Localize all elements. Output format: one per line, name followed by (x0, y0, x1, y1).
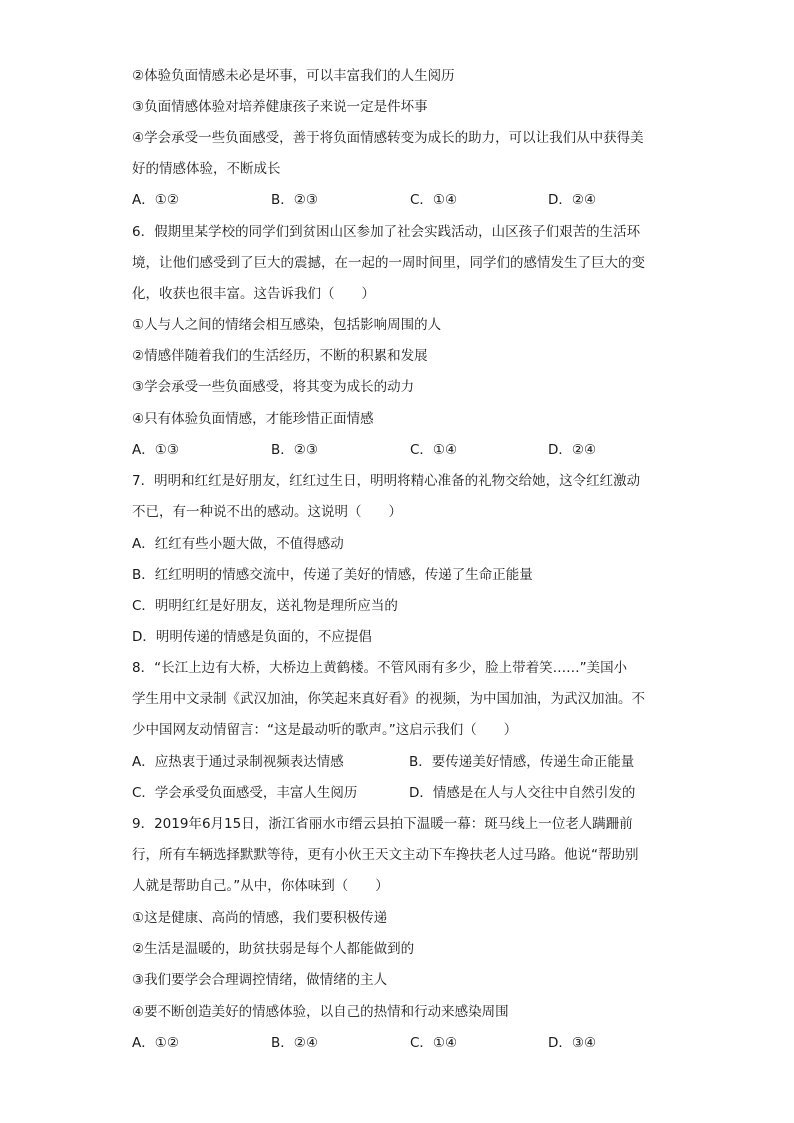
q8-option-a: A．应热衷于通过录制视频表达情感 (132, 754, 344, 770)
q8-option-b: B．要传递美好情感，传递生命正能量 (409, 754, 635, 770)
q9-item-1: ①这是健康、高尚的情感，我们要积极传递 (132, 910, 388, 926)
q8-stem-3: 少中国网友动情留言：“这是最动听的歌声。”这启示我们（ ） (132, 722, 518, 738)
q6-stem-2: 境，让他们感受到了巨大的震撼，在一起的一周时间里，同学们的感情发生了巨大的变 (132, 255, 645, 271)
q6-item-1: ①人与人之间的情绪会相互感染，包括影响周围的人 (132, 317, 442, 333)
q6-item-4: ④只有体验负面情感，才能珍惜正面情感 (132, 411, 374, 427)
q7-stem-2: 不已，有一种说不出的感动。这说明（ ） (132, 504, 402, 520)
q8-options-row-1 (132, 752, 692, 772)
q8-stem-2: 学生用中文录制《武汉加油，你笑起来真好看》的视频，为中国加油，为武汉加油。不 (132, 691, 645, 707)
q6-option-a: A．①③ (132, 442, 179, 458)
q6-option-b: B．②③ (271, 442, 318, 458)
q9-stem-1: 9．2019年6月15日，浙江省丽水市缙云县拍下温暖一幕：斑马线上一位老人蹒跚前 (132, 816, 633, 832)
q9-item-4: ④要不断创造美好的情感体验，以自己的热情和行动来感染周围 (132, 1004, 509, 1020)
q7-stem-1: 7．明明和红红是好朋友，红红过生日，明明将精心准备的礼物交给她，这令红红激动 (132, 473, 641, 489)
q9-item-2: ②生活是温暖的，助贫扶弱是每个人都能做到的 (132, 941, 415, 957)
q8-stem-1: 8．“长江上边有大桥，大桥边上黄鹤楼。不管风雨有多少，脸上带着笑……”美国小 (132, 660, 628, 676)
q6-stem-1: 6．假期里某学校的同学们到贫困山区参加了社会实践活动，山区孩子们艰苦的生活环 (132, 224, 641, 240)
q9-option-d: D．③④ (548, 1035, 597, 1051)
q9-option-a: A．①② (132, 1035, 179, 1051)
q9-option-b: B．②④ (271, 1035, 318, 1051)
q7-option-b: B．红红明明的情感交流中，传递了美好的情感，传递了生命正能量 (132, 567, 533, 583)
q9-option-c: C．①④ (410, 1035, 458, 1051)
q5-item-3: ③负面情感体验对培养健康孩子来说一定是件坏事 (132, 99, 428, 115)
q6-option-d: D．②④ (548, 442, 597, 458)
q7-option-d: D．明明传递的情感是负面的，不应提倡 (132, 629, 372, 645)
q6-item-3: ③学会承受一些负面感受，将其变为成长的动力 (132, 379, 415, 395)
q7-option-c: C．明明红红是好朋友，送礼物是理所应当的 (132, 598, 398, 614)
q8-option-c: C．学会承受负面感受，丰富人生阅历 (132, 785, 358, 801)
q8-options-row-2 (132, 783, 692, 803)
q5-item-2: ②体验负面情感未必是坏事，可以丰富我们的人生阅历 (132, 68, 455, 84)
q6-item-2: ②情感伴随着我们的生活经历，不断的积累和发展 (132, 348, 428, 364)
q8-option-d: D．情感是在人与人交往中自然引发的 (409, 785, 636, 801)
q9-stem-3: 人就是帮助自己。”从中，你体味到（ ） (132, 878, 389, 894)
q5-option-a: A．①② (132, 192, 179, 208)
q5-option-d: D．②④ (548, 192, 597, 208)
q5-options (132, 190, 692, 210)
q6-stem-3: 化，收获也很丰富。这告诉我们（ ） (132, 286, 375, 302)
q9-options (132, 1033, 692, 1053)
q5-option-b: B．②③ (271, 192, 318, 208)
q9-item-3: ③我们要学会合理调控情绪，做情绪的主人 (132, 972, 388, 988)
q5-item-4-cont: 好的情感体验，不断成长 (132, 161, 281, 177)
q7-option-a: A．红红有些小题大做，不值得感动 (132, 536, 344, 552)
q6-options (132, 440, 692, 460)
q5-option-c: C．①④ (410, 192, 458, 208)
q9-stem-2: 行，所有车辆选择默默等待，更有小伙王天文主动下车搀扶老人过马路。他说“帮助别 (132, 847, 639, 863)
q6-option-c: C．①④ (410, 442, 458, 458)
q5-item-4: ④学会承受一些负面感受，善于将负面情感转变为成长的助力，可以让我们从中获得美 (132, 130, 644, 146)
